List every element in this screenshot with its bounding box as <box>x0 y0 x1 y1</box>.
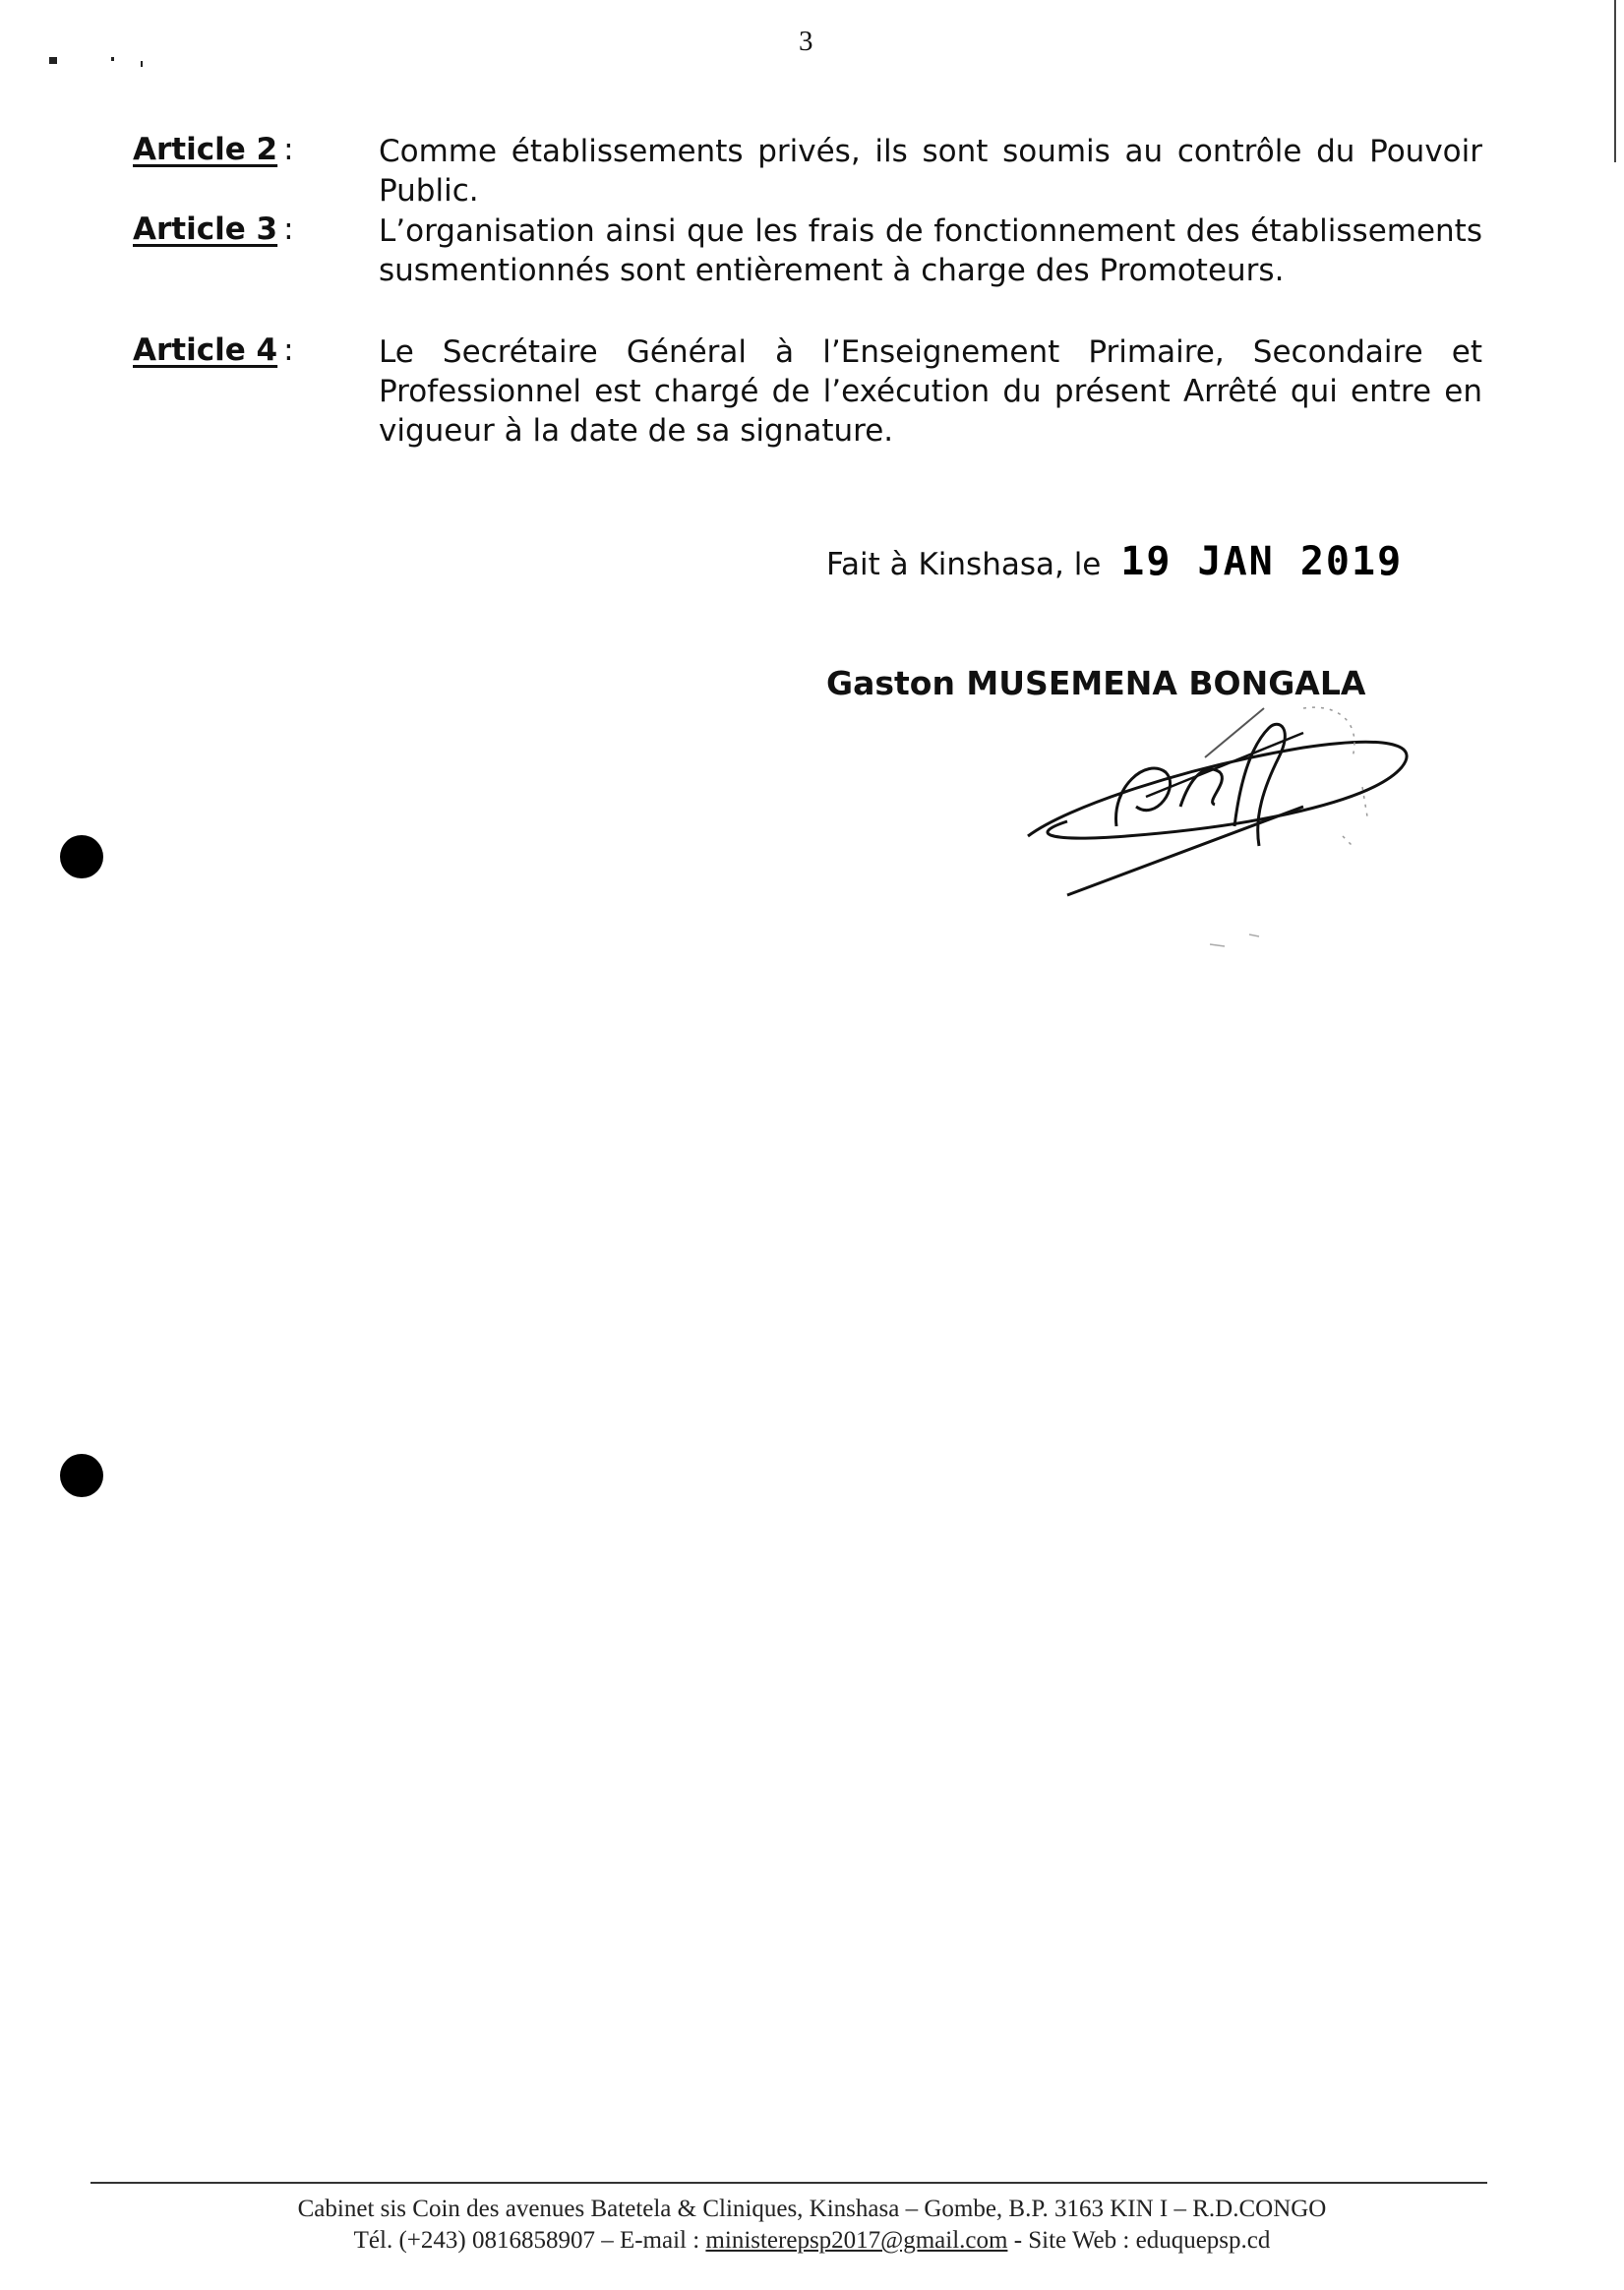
article-text: Le Secrétaire Général à l’Enseignement Primaire, Secondaire et Professionnel est chargé de l’exécution du présent Arrêté qui entre en vigueur à la date de sa signature. <box>379 334 1482 449</box>
footer-website: eduquepsp.cd <box>1135 2227 1271 2254</box>
page-number: 3 <box>799 26 813 57</box>
footer-phone: Tél. (+243) 0816858907 – E-mail : <box>353 2227 700 2254</box>
signing-place: Fait à Kinshasa, le <box>826 547 1102 582</box>
article-label <box>133 332 294 368</box>
footer-web-label: - Site Web : <box>1013 2227 1130 2254</box>
article-number: Article 2 <box>133 132 278 167</box>
footer-address: Cabinet sis Coin des avenues Batetela & Cliniques, Kinshasa – Gombe, B.P. 3163 KIN I – R.D.CONGO <box>297 2196 1327 2222</box>
article-number: Article 3 <box>133 211 278 247</box>
article-label <box>133 211 294 247</box>
punch-hole-upper <box>60 835 103 878</box>
article-colon: : <box>283 211 294 247</box>
footer-divider <box>90 2182 1487 2184</box>
signatory-name: Gaston MUSEMENA BONGALA <box>826 664 1366 702</box>
article-text: Comme établissements privés, ils sont soumis au contrôle du Pouvoir Public. <box>379 134 1482 209</box>
scan-speck <box>111 57 114 61</box>
scan-speck <box>141 61 143 67</box>
footer-email: ministerepsp2017@gmail.com <box>705 2227 1008 2254</box>
article-colon: : <box>283 332 294 368</box>
handwritten-signature <box>1008 689 1461 964</box>
article-label <box>133 132 294 167</box>
date-stamp: 19 JAN 2019 <box>1120 539 1404 584</box>
punch-hole-lower <box>60 1454 103 1497</box>
article-colon: : <box>283 132 294 167</box>
article-text: L’organisation ainsi que les frais de fonctionnement des établissements susmentionnés sont entièrement à charge des Promoteurs. <box>379 213 1482 288</box>
article-number: Article 4 <box>133 332 278 368</box>
scan-speck <box>49 57 57 64</box>
scan-edge-line <box>1614 0 1616 162</box>
signing-place-date <box>826 539 1403 584</box>
footer-contact <box>0 2227 1624 2255</box>
